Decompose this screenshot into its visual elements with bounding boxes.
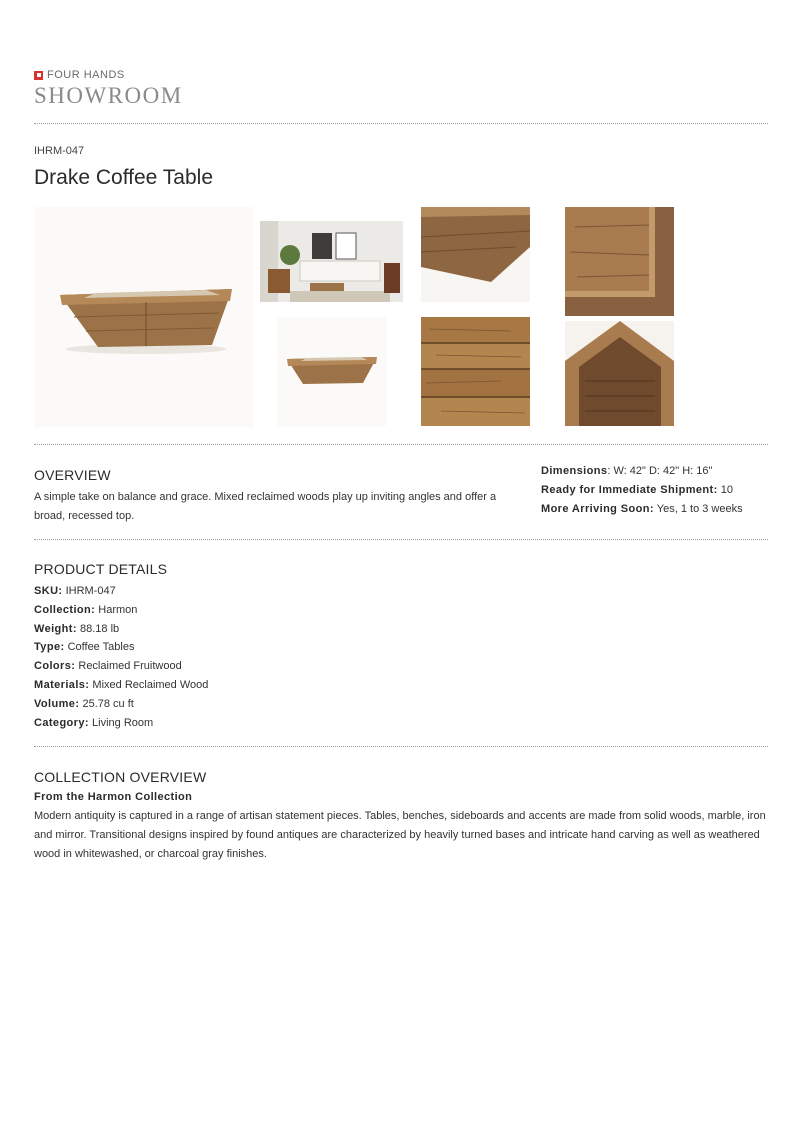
dimensions-row: Dimensions: W: 42" D: 42" H: 16" bbox=[541, 465, 713, 477]
collection-subheading: From the Harmon Collection bbox=[34, 791, 193, 803]
recessed-top-corner-photo bbox=[565, 321, 674, 426]
overview-text: A simple take on balance and grace. Mixed reclaimed woods play up inviting angles and offer a broad, recessed top. bbox=[34, 491, 497, 522]
arriving-soon-row: More Arriving Soon: Yes, 1 to 3 weeks bbox=[541, 502, 743, 515]
coffee-table-main-photo bbox=[34, 207, 254, 427]
wood-grain-closeup-photo bbox=[421, 317, 530, 426]
brand-square-icon bbox=[34, 71, 43, 80]
brand-name: FOUR HANDS bbox=[47, 69, 125, 81]
collection-overview-heading: COLLECTION OVERVIEW bbox=[34, 769, 207, 785]
detail-row-type: Type: Coffee Tables bbox=[34, 641, 135, 654]
brand-logo bbox=[34, 69, 183, 109]
table-corner-side-photo bbox=[421, 207, 530, 302]
detail-row-volume: Volume: 25.78 cu ft bbox=[34, 697, 134, 710]
detail-row-weight: Weight: 88.18 lb bbox=[34, 622, 120, 635]
collection-overview-text: Modern antiquity is captured in a range of artisan statement pieces. Tables, benches, sideboards and accents are made from solid woods, marble, iron and mirror. Transitional designs inspired by found antiques are characterized by heavily turned bases and intricate hand carving as well as weathered wood in whitewashed, or charcoal gray finishes. bbox=[34, 810, 766, 860]
divider bbox=[34, 444, 768, 445]
product-details-heading: PRODUCT DETAILS bbox=[34, 561, 168, 577]
tabletop-edge-closeup-photo bbox=[565, 207, 674, 316]
product-code: IHRM-047 bbox=[34, 145, 85, 157]
detail-row-materials: Materials: Mixed Reclaimed Wood bbox=[34, 678, 209, 691]
overview-heading: OVERVIEW bbox=[34, 467, 111, 483]
divider bbox=[34, 746, 768, 747]
coffee-table-small-photo bbox=[277, 317, 386, 426]
divider bbox=[34, 123, 768, 124]
ready-shipment-row: Ready for Immediate Shipment: 10 bbox=[541, 483, 733, 496]
product-title: Drake Coffee Table bbox=[34, 166, 214, 189]
brand-subtitle: SHOWROOM bbox=[34, 83, 183, 108]
shipping-info bbox=[541, 462, 768, 518]
detail-row-collection: Collection: Harmon bbox=[34, 603, 138, 616]
divider bbox=[34, 539, 768, 540]
detail-row-colors: Colors: Reclaimed Fruitwood bbox=[34, 660, 182, 673]
detail-row-sku: SKU: IHRM-047 bbox=[34, 585, 116, 597]
product-details-list bbox=[34, 582, 434, 732]
detail-row-category: Category: Living Room bbox=[34, 716, 154, 729]
living-room-scene-photo bbox=[260, 221, 403, 302]
